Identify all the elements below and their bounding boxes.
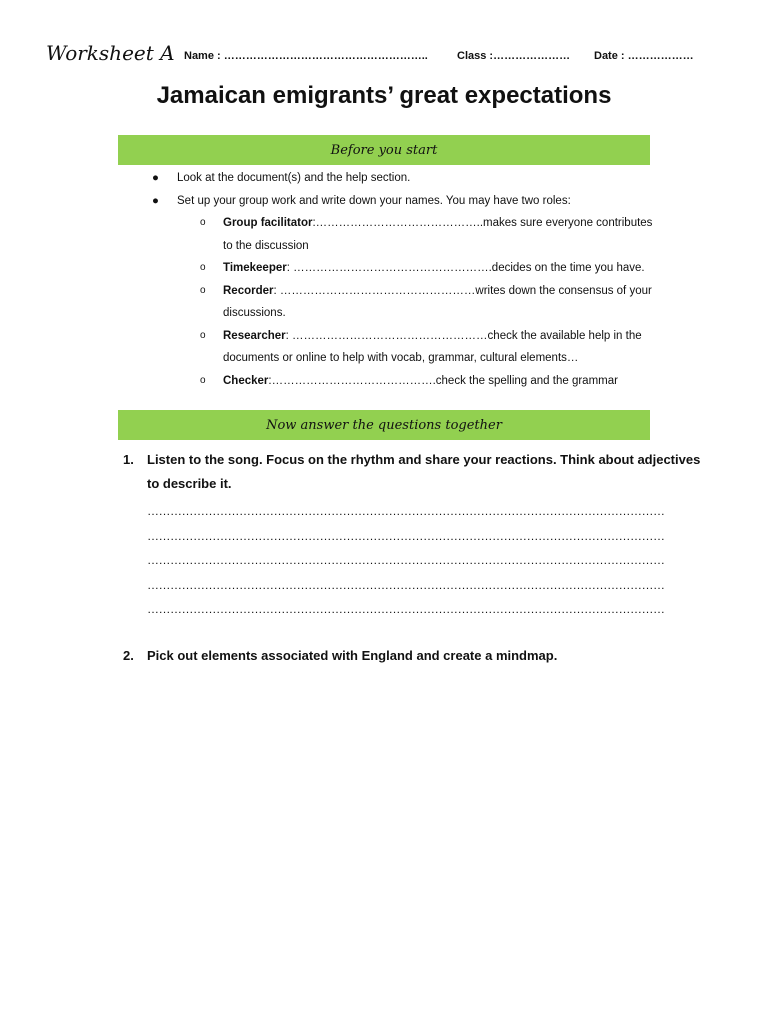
- list-item: [150, 191, 670, 214]
- banner-heading: Now answer the questions together: [266, 417, 502, 433]
- role-description[interactable]: : ……………………………………………check the available help in the documents or online to help with vocab, grammar, cultural elements…: [223, 329, 642, 364]
- instructions-list: [150, 168, 670, 214]
- before-you-start-banner: [118, 135, 650, 165]
- roles-list: [200, 212, 660, 392]
- list-item: [150, 168, 670, 191]
- page-title: Jamaican emigrants’ great expectations: [156, 82, 612, 109]
- question-number: 1.: [123, 452, 134, 467]
- circle-bullet-icon: o: [200, 284, 206, 296]
- role-name: Recorder: [223, 284, 274, 297]
- role-description[interactable]: : …………………………………………….decides on the time you have.: [286, 262, 645, 274]
- role-item-researcher: [200, 325, 660, 370]
- role-item-timekeeper: [200, 257, 660, 280]
- answer-line[interactable]: ………………………………………………………………………………………………………………………: [147, 553, 665, 567]
- question-2-text: Pick out elements associated with England and create a mindmap.: [147, 648, 558, 663]
- role-name: Checker: [223, 374, 269, 387]
- role-item-checker: [200, 370, 660, 393]
- banner-heading: Before you start: [330, 142, 438, 158]
- answer-questions-banner: [118, 410, 650, 440]
- role-name: Timekeeper: [223, 262, 287, 274]
- circle-bullet-icon: o: [200, 374, 206, 386]
- class-field[interactable]: Class :…………………: [457, 50, 571, 62]
- date-field[interactable]: Date : ………………: [594, 50, 694, 62]
- role-name: Group facilitator: [223, 217, 313, 229]
- answer-line[interactable]: ………………………………………………………………………………………………………………………: [147, 577, 665, 592]
- circle-bullet-icon: o: [200, 262, 206, 273]
- role-description[interactable]: :…………………………………….check the spelling and the grammar: [268, 374, 618, 387]
- answer-line[interactable]: ………………………………………………………………………………………………………………………: [147, 602, 665, 616]
- question-1-text: Listen to the song. Focus on the rhythm and share your reactions. Think about adjectives to describe it.: [147, 452, 701, 491]
- bullet-icon: ●: [152, 172, 159, 184]
- role-description[interactable]: :……………………………………..makes sure everyone contributes to the discussion: [223, 217, 653, 252]
- answer-line[interactable]: ………………………………………………………………………………………………………………………: [147, 528, 665, 543]
- role-description[interactable]: : ……………………………………………writes down the consensus of your discussions.: [223, 284, 652, 319]
- answer-lines[interactable]: [147, 499, 665, 622]
- bullet-text: Set up your group work and write down your names. You may have two roles:: [177, 195, 571, 207]
- role-name: Researcher: [223, 329, 286, 342]
- bullet-icon: ●: [152, 195, 159, 207]
- bullet-text: Look at the document(s) and the help section.: [177, 172, 411, 184]
- circle-bullet-icon: o: [200, 217, 206, 228]
- circle-bullet-icon: o: [200, 329, 206, 341]
- answer-line[interactable]: ………………………………………………………………………………………………………………………: [147, 504, 665, 518]
- role-item-recorder: [200, 280, 660, 325]
- question-number: 2.: [123, 648, 134, 663]
- worksheet-label: Worksheet A: [46, 41, 175, 65]
- name-field[interactable]: Name : ………………………………………………..: [184, 50, 428, 62]
- role-item-group-facilitator: [200, 212, 660, 257]
